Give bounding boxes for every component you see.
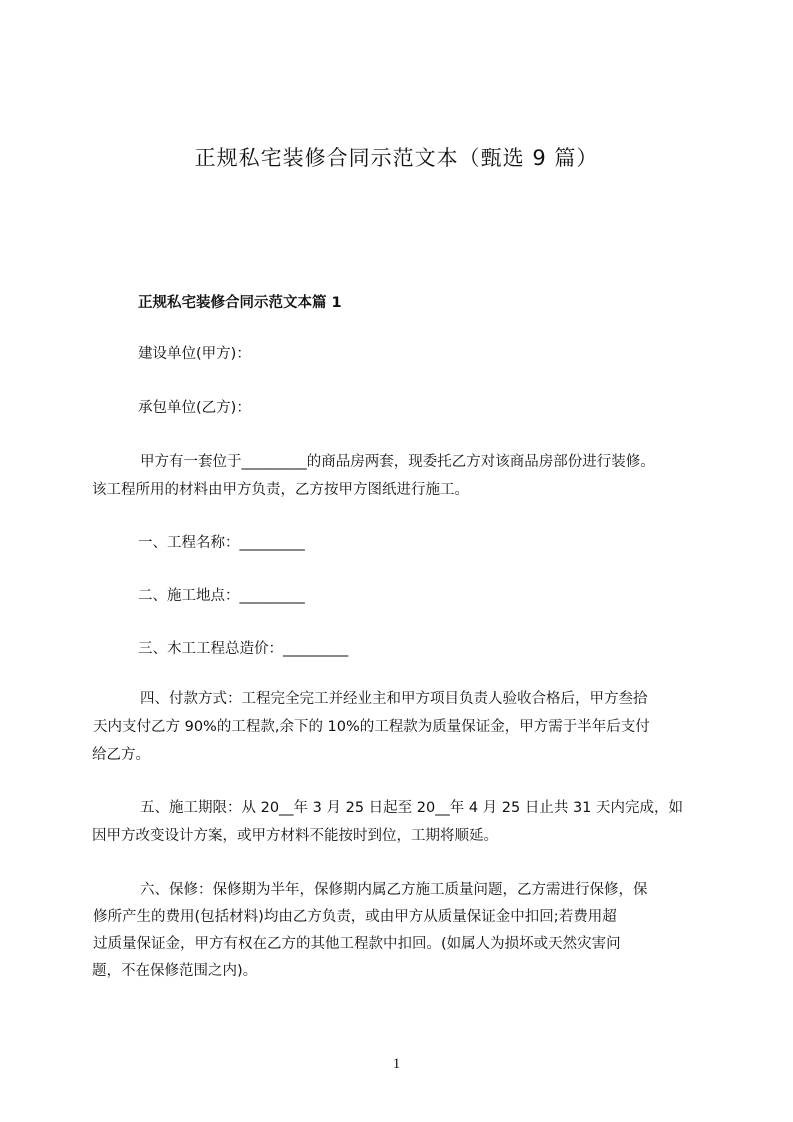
payment-line-2: 天内支付乙方 90%的工程款,余下的 10%的工程款为质量保证金，甲方需于半年后支付 — [93, 719, 650, 735]
warranty-line-3: 过质量保证金，甲方有权在乙方的其他工程款中扣回。(如属人为损坏或天然灾害问 — [93, 936, 621, 952]
page-number: 1 — [392, 1056, 401, 1072]
section-heading: 正规私宅装修合同示范文本篇 1 — [138, 295, 342, 311]
party-b-line: 承包单位(乙方)： — [138, 400, 251, 416]
document-title: 正规私宅装修合同示范文本（甄选 9 篇） — [194, 146, 599, 170]
schedule-line-1: 五、施工期限：从 20__年 3 月 25 日起至 20__年 4 月 25 日止共 31 天内完成，如 — [140, 800, 684, 816]
schedule-line-2: 因甲方改变设计方案，或甲方材料不能按时到位，工期将顺延。 — [92, 828, 498, 844]
warranty-line-1: 六、保修：保修期为半年，保修期内属乙方施工质量问题，乙方需进行保修，保 — [140, 882, 648, 898]
warranty-line-2: 修所产生的费用(包括材料)均由乙方负责，或由甲方从质量保证金中扣回;若费用超 — [93, 909, 617, 925]
item-project-name: 一、工程名称：_________ — [138, 535, 305, 551]
item-construction-site: 二、施工地点：_________ — [138, 588, 305, 604]
intro-line-2: 该工程所用的材料由甲方负责，乙方按甲方图纸进行施工。 — [92, 482, 469, 498]
warranty-line-4: 题，不在保修范围之内)。 — [92, 963, 258, 979]
payment-line-3: 给乙方。 — [92, 747, 150, 763]
item-total-cost: 三、木工工程总造价：_________ — [138, 641, 349, 657]
party-a-line: 建设单位(甲方)： — [138, 346, 251, 362]
intro-line-1: 甲方有一套位于_________的商品房两套，现委托乙方对该商品房部份进行装修。 — [140, 454, 655, 470]
payment-line-1: 四、付款方式：工程完全完工并经业主和甲方项目负责人验收合格后，甲方叁拾 — [140, 691, 648, 707]
